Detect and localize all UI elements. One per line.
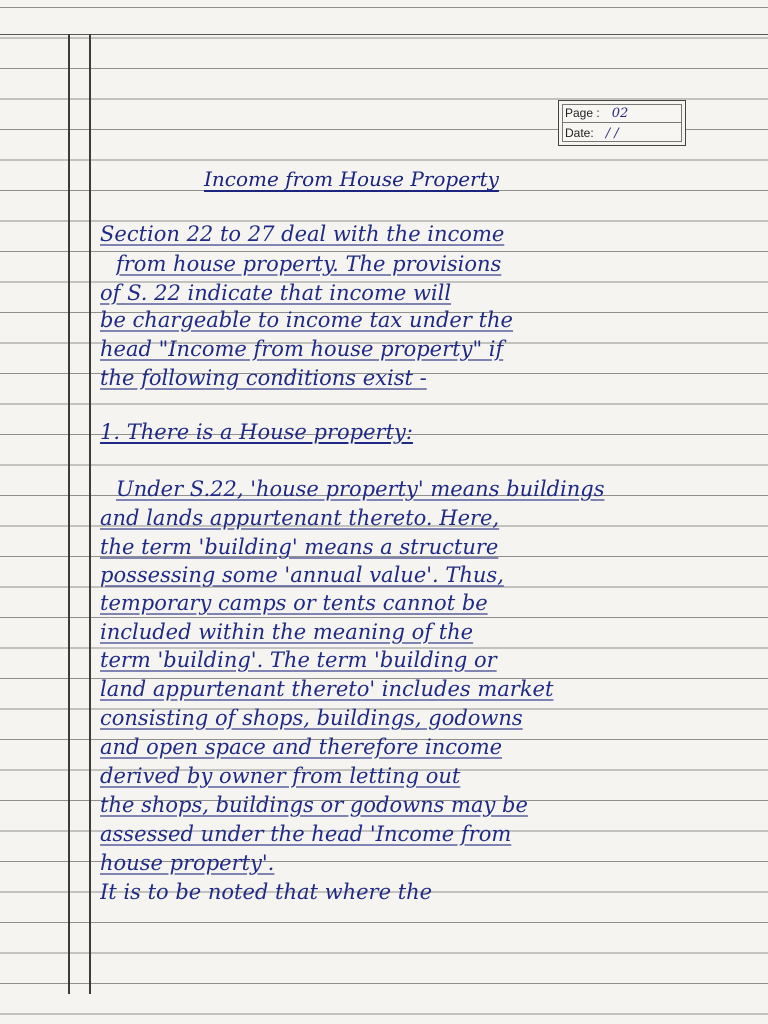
margin-line-right <box>89 34 91 994</box>
page-top-rule <box>0 34 768 35</box>
paragraph2-line: possessing some 'annual value'. Thus, <box>100 563 504 587</box>
paragraph2-line: consisting of shops, buildings, godowns <box>100 706 523 730</box>
page-date-box <box>558 100 686 146</box>
paragraph1-line: Section 22 to 27 deal with the income <box>100 222 505 246</box>
paragraph2-line: temporary camps or tents cannot be <box>100 591 488 615</box>
paragraph2-line: land appurtenant thereto' includes market <box>100 677 554 701</box>
page-number-row <box>565 104 628 122</box>
page-title: Income from House Property <box>204 167 499 191</box>
paragraph1-line: head "Income from house property" if <box>100 337 504 361</box>
paragraph2-line: derived by owner from letting out <box>100 764 461 788</box>
paragraph2-line: term 'building'. The term 'building or <box>100 648 497 672</box>
page-number-value: 02 <box>611 105 629 121</box>
paragraph2-line: It is to be noted that where the <box>100 880 433 904</box>
paragraph2-line: included within the meaning of the <box>100 620 474 644</box>
paragraph1-line: the following conditions exist - <box>100 366 427 390</box>
paragraph1-line: be chargeable to income tax under the <box>100 308 513 332</box>
paragraph2-line: the shops, buildings or godowns may be <box>100 793 528 817</box>
paragraph2-line: assessed under the head 'Income from <box>100 822 512 846</box>
paragraph1-line: of S. 22 indicate that income will <box>100 281 452 305</box>
paragraph2-line: and open space and therefore income <box>100 735 503 759</box>
date-row <box>565 124 619 142</box>
paragraph2-line: house property'. <box>100 851 275 875</box>
page-box-divider <box>562 122 682 123</box>
paragraph2-line: and lands appurtenant thereto. Here, <box>100 506 500 530</box>
margin-line-left <box>68 34 70 994</box>
paragraph2-line: Under S.22, 'house property' means buildings <box>116 477 605 501</box>
paragraph2-line: the term 'building' means a structure <box>100 535 499 559</box>
date-value: / / <box>605 125 619 141</box>
section-heading-1: 1. There is a House property: <box>100 420 413 444</box>
date-label: Date: <box>565 126 594 140</box>
page-label: Page : <box>565 106 600 120</box>
paragraph1-line: from house property. The provisions <box>116 252 502 276</box>
